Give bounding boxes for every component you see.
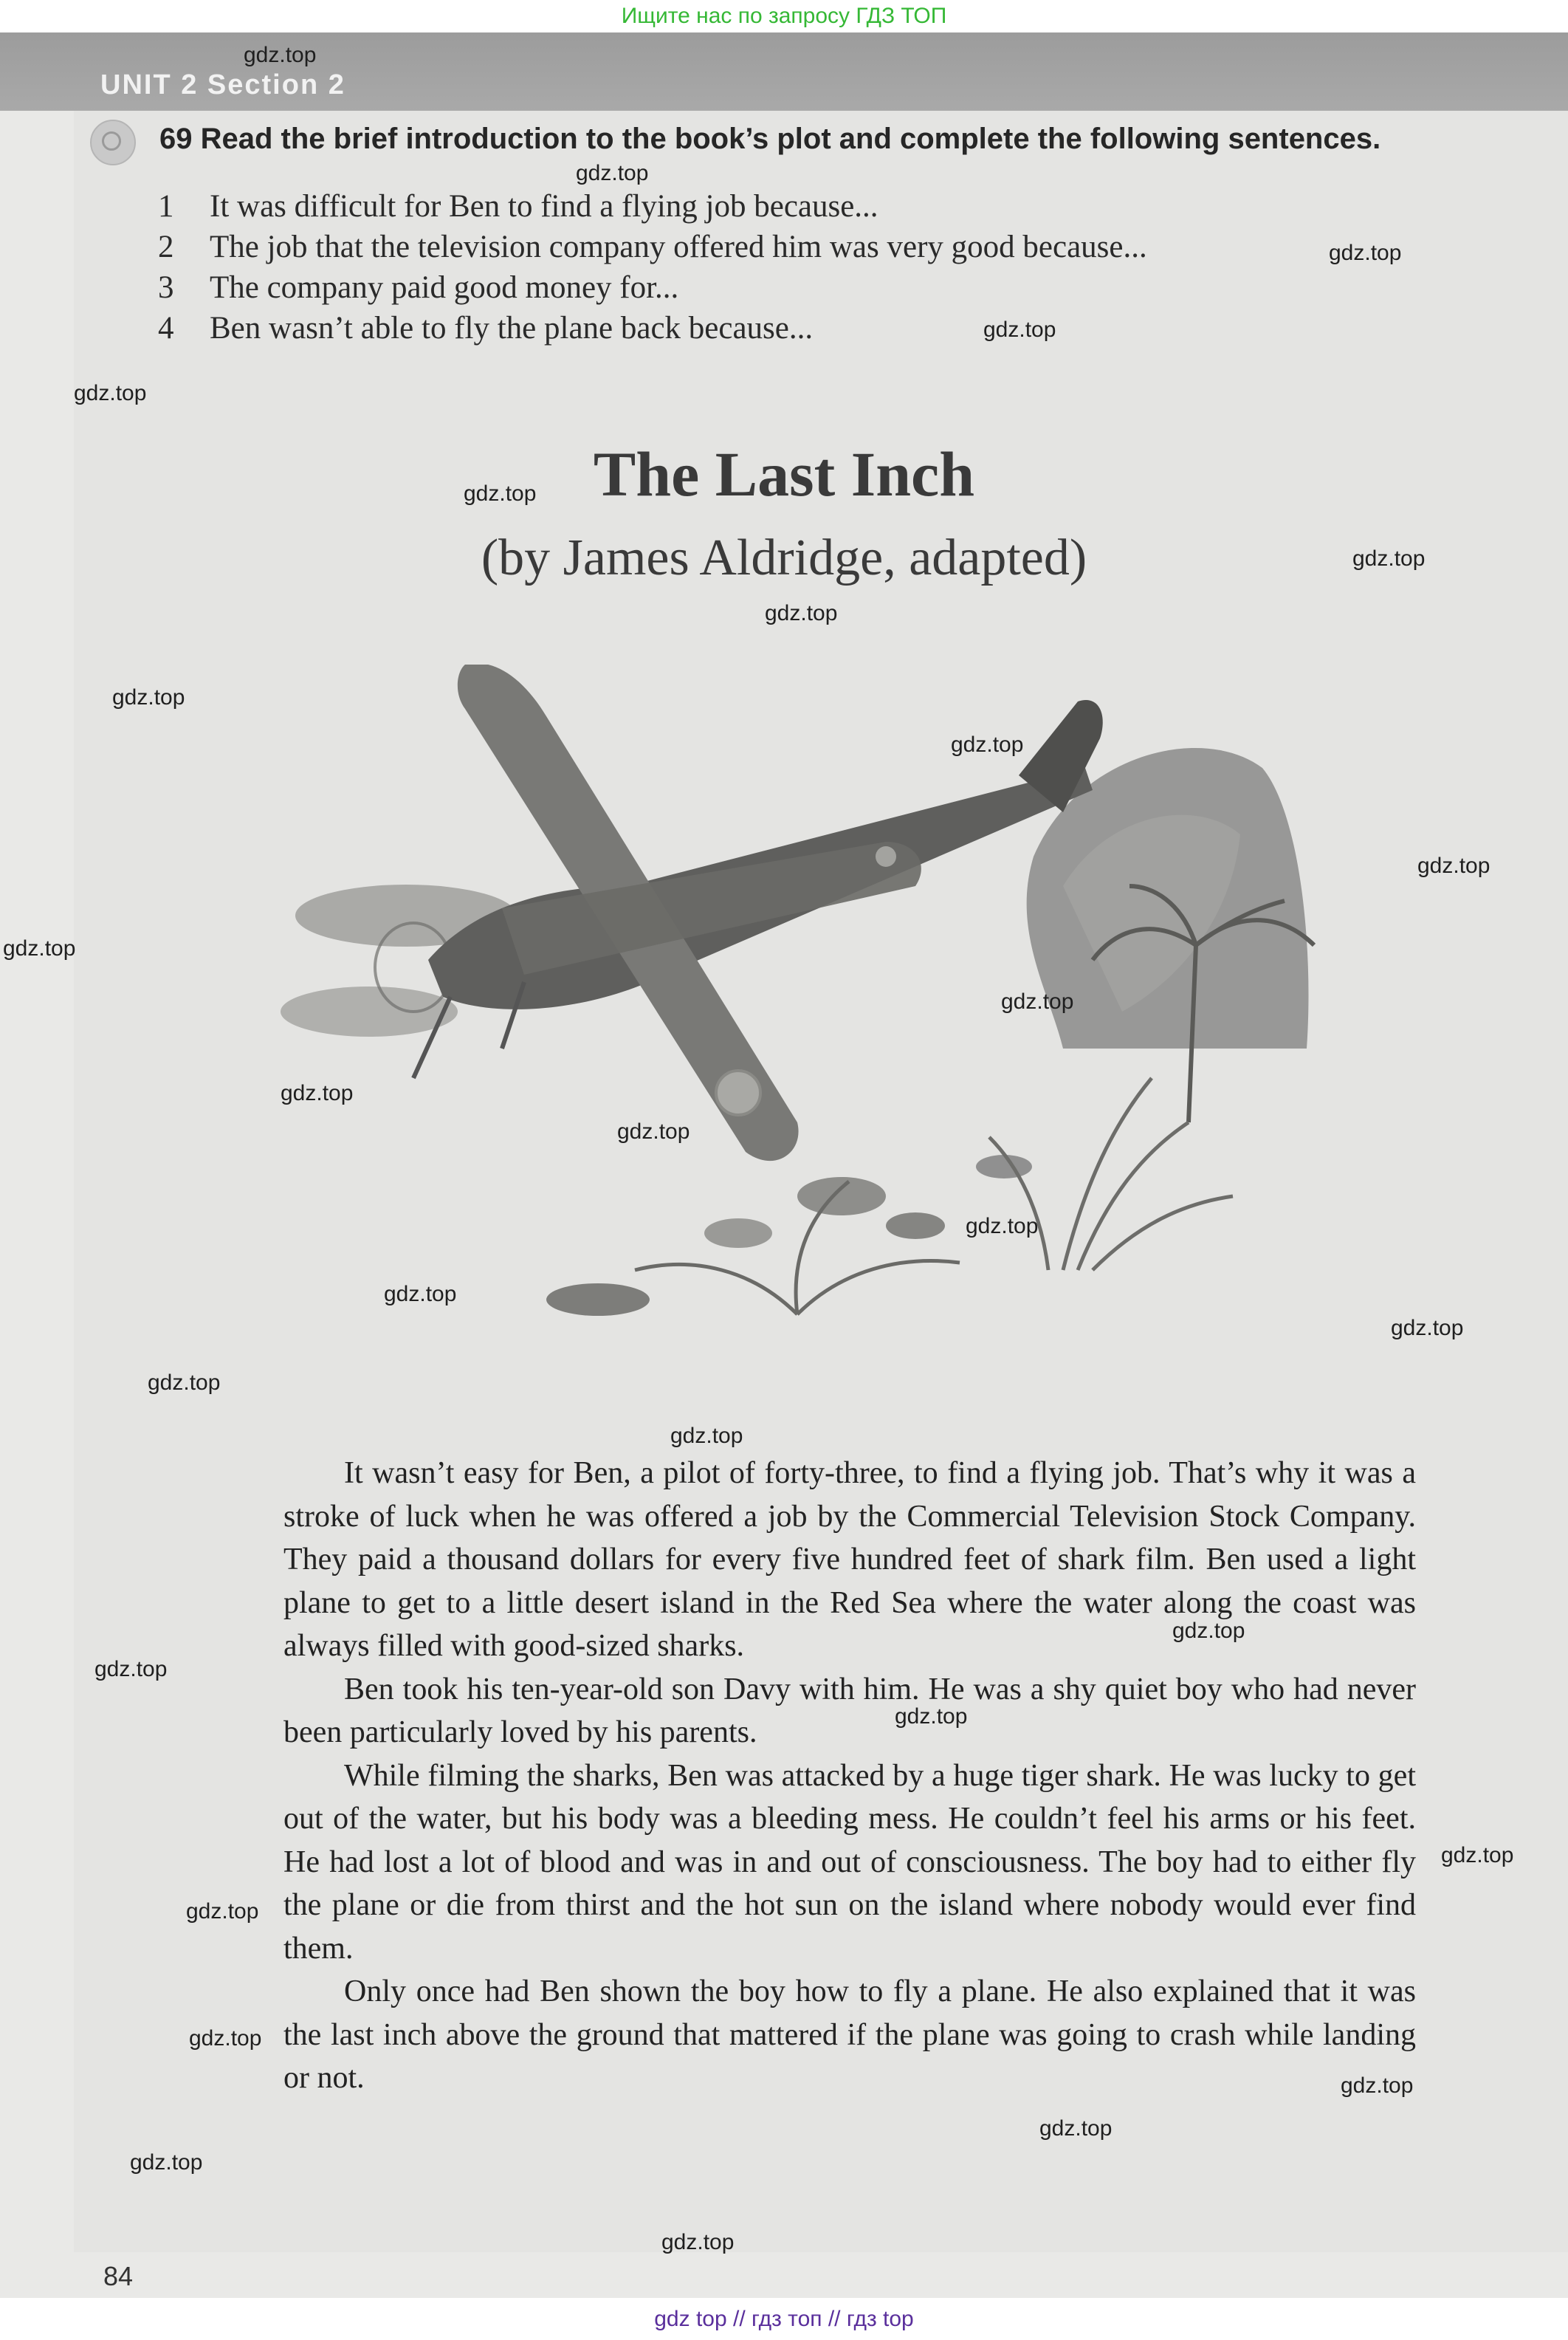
watermark: gdz.top xyxy=(1001,989,1074,1014)
watermark: gdz.top xyxy=(1391,1316,1464,1340)
exercise-heading: 69 Read the brief introduction to the book’s plot and complete the following sentences. xyxy=(159,123,1381,155)
question-item xyxy=(158,267,1147,308)
watermark: gdz.top xyxy=(94,1657,168,1681)
stone xyxy=(546,1283,650,1316)
stone xyxy=(886,1212,945,1239)
watermark: gdz.top xyxy=(74,381,147,405)
story-title: The Last Inch xyxy=(593,439,975,509)
watermark: gdz.top xyxy=(670,1424,743,1448)
question-number: 1 xyxy=(158,189,174,224)
watermark: gdz.top xyxy=(186,1899,259,1924)
exercise-icon xyxy=(90,120,136,165)
unit-label: UNIT 2 Section 2 xyxy=(100,69,345,100)
watermark: gdz.top xyxy=(281,1081,354,1105)
question-item xyxy=(158,227,1147,267)
question-number: 2 xyxy=(158,230,174,264)
watermark: gdz.top xyxy=(1441,1843,1514,1867)
page-number: 84 xyxy=(103,2261,134,2291)
watermark: gdz.top xyxy=(148,1370,221,1395)
rock xyxy=(281,987,458,1037)
bottom-footer[interactable]: gdz top // гдз топ // гдз top xyxy=(0,2298,1568,2340)
stone xyxy=(704,1218,772,1248)
story-paragraph: Only once had Ben shown the boy how to fly a plane. He also explained that it was the last inch above the ground that mattered if the plane was going to crash while landing or not. xyxy=(283,1974,1416,2095)
watermark: gdz.top xyxy=(983,318,1056,342)
story-text xyxy=(283,1452,1416,2100)
watermark: gdz.top xyxy=(244,43,317,67)
watermark: gdz.top xyxy=(576,161,649,185)
watermark: gdz.top xyxy=(464,481,537,506)
plane-roundel xyxy=(716,1071,760,1115)
story-paragraph: It wasn’t easy for Ben, a pilot of forty-three, to find a flying job. That’s why it was a stroke of luck when he was offered a job by the Commercial Television Stock Company. They paid a thousand dollars for every five hundred feet of shark film. Ben used a light plane to get to a little desert island in the Red Sea where the water along the coast was always filled with good-sized sharks. xyxy=(283,1456,1416,1663)
watermark: gdz.top xyxy=(384,1282,457,1306)
watermark: gdz.top xyxy=(1329,241,1402,265)
watermark: gdz.top xyxy=(189,2026,262,2051)
question-item xyxy=(158,186,1147,227)
watermark: gdz.top xyxy=(895,1704,968,1729)
watermark: gdz.top xyxy=(1172,1619,1245,1643)
plane-roundel xyxy=(876,846,896,867)
question-text: The job that the television company offered him was very good because... xyxy=(210,230,1147,264)
watermark: gdz.top xyxy=(617,1119,690,1144)
story-paragraph: Ben took his ten-year-old son Davy with him. He was a shy quiet boy who had never been particularly loved by his parents. xyxy=(283,1672,1416,1749)
top-banner[interactable]: Ищите нас по запросу ГДЗ ТОП xyxy=(0,0,1568,32)
palm-fronds xyxy=(635,1181,960,1314)
watermark: gdz.top xyxy=(1341,2073,1414,2098)
watermark: gdz.top xyxy=(1039,2116,1113,2141)
question-text: It was difficult for Ben to find a flying job because... xyxy=(210,189,878,224)
stone xyxy=(976,1155,1032,1178)
question-text: Ben wasn’t able to fly the plane back because... xyxy=(210,311,814,346)
question-text: The company paid good money for... xyxy=(210,270,679,305)
watermark: gdz.top xyxy=(951,732,1024,757)
crashed-plane-illustration xyxy=(281,665,1432,1373)
story-paragraph: While filming the sharks, Ben was attacked by a huge tiger shark. He was lucky to get out of the water, but his body was a bleeding mess. He couldn’t feel his arms or his feet. He had lost a lot of blood and was in and out of consciousness. The boy had to either fly the plane or die from thirst and the hot sun on the island where nobody would ever find them. xyxy=(283,1758,1416,1966)
watermark: gdz.top xyxy=(3,936,76,961)
watermark: gdz.top xyxy=(966,1214,1039,1238)
watermark: gdz.top xyxy=(1352,546,1426,571)
question-number: 4 xyxy=(158,311,174,346)
question-number: 3 xyxy=(158,270,174,305)
watermark: gdz.top xyxy=(1417,854,1490,878)
watermark: gdz.top xyxy=(765,601,838,625)
watermark: gdz.top xyxy=(661,2230,735,2254)
watermark: gdz.top xyxy=(130,2150,203,2175)
story-subtitle: (by James Aldridge, adapted) xyxy=(481,529,1087,586)
stone xyxy=(797,1177,886,1215)
watermark: gdz.top xyxy=(112,685,185,710)
